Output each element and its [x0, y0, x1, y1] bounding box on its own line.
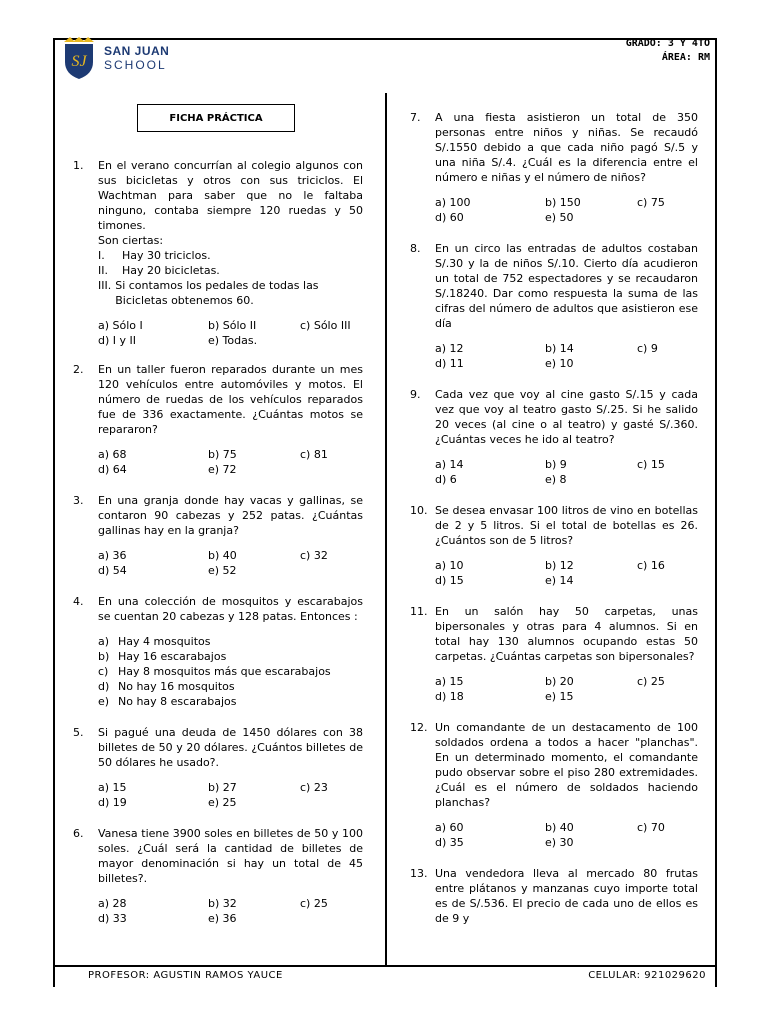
answer-option: e) 10: [545, 357, 574, 370]
option-text: Hay 8 mosquitos más que escarabajos: [118, 665, 331, 678]
question-text: Un comandante de un destacamento de 100 soldados ordena a todos a hacer "planchas". En un determinado momento, el comandante pudo observar sobre el piso 280 extremidades. ¿Cuál es el número de soldados haciendo planchas?: [435, 721, 698, 809]
question-item: [73, 493, 363, 578]
question-body: [98, 493, 363, 578]
option-letter: b): [98, 650, 110, 663]
question-text: A una fiesta asistieron un total de 350 personas entre niños y niñas. Se recaudó S/.1550 debido a que cada niño pagó S/.5 y una niña S/.4. ¿Cuál es la diferencia entre el número e niñas y el número de niños?: [435, 111, 698, 184]
question-number: 9.: [410, 388, 421, 401]
question-item: [410, 604, 698, 704]
option-letter: d): [98, 680, 110, 693]
answer-option: b) 9: [545, 458, 567, 471]
answer-option: d) 18: [435, 690, 464, 703]
option-text: Hay 16 escarabajos: [118, 650, 227, 663]
question-item: [73, 158, 363, 348]
phone-label: CELULAR: 921029620: [588, 970, 706, 981]
question-body: [435, 387, 698, 487]
answer-option: b) 14: [545, 342, 574, 355]
question-number: 1.: [73, 159, 84, 172]
answer-option: b) Sólo II: [208, 319, 257, 332]
question-body: [435, 503, 698, 588]
question-number: 7.: [410, 111, 421, 124]
option-letter: a): [98, 635, 110, 648]
question-body: [435, 866, 698, 926]
statement-number: II.: [98, 264, 108, 277]
answer-option: d) 11: [435, 357, 464, 370]
page-title: FICHA PRÁCTICA: [137, 104, 295, 132]
answer-option: d) 15: [435, 574, 464, 587]
question-intro: Son ciertas:: [98, 234, 164, 247]
question-number: 3.: [73, 494, 84, 507]
answer-option: a) 36: [98, 549, 127, 562]
question-number: 5.: [73, 726, 84, 739]
answer-option: c) 25: [300, 897, 328, 910]
answer-options: [98, 780, 363, 810]
answer-option: c) 9: [637, 342, 658, 355]
question-item: [410, 720, 698, 850]
answer-option: a) 15: [98, 781, 127, 794]
statement-list: [98, 248, 363, 308]
answer-option: b) 150: [545, 196, 581, 209]
answer-option: d) 33: [98, 912, 127, 925]
answer-option: c) 70: [637, 821, 665, 834]
question-number: 12.: [410, 721, 428, 734]
question-text: En una granja donde hay vacas y gallinas, se contaron 90 cabezas y 252 patas. ¿Cuántas gallinas hay en la granja?: [98, 494, 363, 537]
question-text: En un salón hay 50 carpetas, unas bipersonales y otras para 4 alumnos. Si en total hay 130 alumnos ocupando estas 50 carpetas. ¿Cuántas carpetas son bipersonales?: [435, 605, 698, 663]
statement-text: Si contamos los pedales de todas las Bicicletas obtenemos 60.: [115, 279, 319, 307]
question-item: [73, 826, 363, 926]
answer-option: e) 30: [545, 836, 574, 849]
question-item: [410, 866, 698, 926]
answer-option: [98, 649, 363, 664]
question-text: Vanesa tiene 3900 soles en billetes de 50 y 100 soles. ¿Cuál será la cantidad de billetes de mayor denominación si hay un total de 45 billetes?.: [98, 827, 363, 885]
question-number: 2.: [73, 363, 84, 376]
statement-item: [98, 263, 363, 278]
answer-options: [435, 341, 698, 371]
answer-option: a) 10: [435, 559, 464, 572]
answer-option: d) 54: [98, 564, 127, 577]
question-item: [73, 362, 363, 477]
question-number: 4.: [73, 595, 84, 608]
answer-option: c) 32: [300, 549, 328, 562]
answer-option: a) Sólo I: [98, 319, 143, 332]
question-text: En un taller fueron reparados durante un mes 120 vehículos entre automóviles y motos. El número de ruedas de los vehículos reparados fue de 336 exactamente. ¿Cuántas motos se repararon?: [98, 363, 363, 436]
statement-item: [98, 248, 363, 263]
answer-option: a) 12: [435, 342, 464, 355]
statement-number: I.: [98, 249, 105, 262]
answer-option: a) 100: [435, 196, 471, 209]
answer-option: c) 75: [637, 196, 665, 209]
answer-option: c) 16: [637, 559, 665, 572]
school-name: SAN JUAN: [104, 44, 170, 58]
answer-option: b) 40: [545, 821, 574, 834]
answer-option: b) 12: [545, 559, 574, 572]
answer-option: c) Sólo III: [300, 319, 351, 332]
question-body: [435, 604, 698, 704]
left-column: [73, 158, 363, 926]
answer-option: e) 36: [208, 912, 237, 925]
answer-options: [435, 457, 698, 487]
question-number: 11.: [410, 605, 428, 618]
option-letter: e): [98, 695, 110, 708]
question-item: [410, 387, 698, 487]
answer-options: [98, 896, 363, 926]
answer-option: d) 64: [98, 463, 127, 476]
question-text: Si pagué una deuda de 1450 dólares con 38 billetes de 50 y 20 dólares. ¿Cuántos billetes de 50 dólares he usado?.: [98, 726, 363, 769]
question-body: [98, 594, 363, 709]
answer-option: d) I y II: [98, 334, 137, 347]
question-text: En un circo las entradas de adultos costaban S/.30 y la de niños S/.10. Cierto día acudieron un total de 752 espectadores y se recaudaron S/.18240. Dar como respuesta la suma de las cifras del número de adultos que asistieron ese día: [435, 242, 698, 330]
answer-option: c) 15: [637, 458, 665, 471]
answer-option: a) 28: [98, 897, 127, 910]
question-number: 10.: [410, 504, 428, 517]
answer-option: b) 40: [208, 549, 237, 562]
answer-option: e) 25: [208, 796, 237, 809]
question-text: Una vendedora lleva al mercado 80 frutas entre plátanos y manzanas cuyo importe total es de S/.536. El precio de cada uno de ellos es de 9 y: [435, 867, 698, 925]
question-text: Cada vez que voy al cine gasto S/.15 y cada vez que voy al teatro gasto S/.25. Si he salido 20 veces (al cine o al teatro) y gasté S/.360. ¿Cuántas veces he ido al teatro?: [435, 388, 698, 446]
question-number: 6.: [73, 827, 84, 840]
area-label: ÁREA: RM: [661, 52, 710, 63]
answer-options: [98, 318, 363, 348]
option-text: No hay 8 escarabajos: [118, 695, 237, 708]
question-text: Se desea envasar 100 litros de vino en botellas de 2 y 5 litros. Si el total de botellas es 26. ¿Cuántos son de 5 litros?: [435, 504, 698, 547]
answer-options: [435, 195, 698, 225]
answer-options: [98, 447, 363, 477]
answer-options: [98, 634, 363, 709]
answer-options: [435, 674, 698, 704]
question-body: [98, 362, 363, 477]
answer-option: b) 20: [545, 675, 574, 688]
question-text: En una colección de mosquitos y escarabajos se cuentan 20 cabezas y 128 patas. Entonces :: [98, 595, 363, 623]
logo-letters: SJ: [71, 53, 87, 70]
right-column: [410, 110, 698, 926]
question-number: 8.: [410, 242, 421, 255]
answer-option: e) 72: [208, 463, 237, 476]
question-number: 13.: [410, 867, 428, 880]
answer-option: c) 25: [637, 675, 665, 688]
option-text: Hay 4 mosquitos: [118, 635, 211, 648]
answer-option: d) 6: [435, 473, 457, 486]
question-item: [410, 110, 698, 225]
shield-logo-icon: [62, 36, 96, 80]
answer-option: a) 60: [435, 821, 464, 834]
column-divider: [385, 93, 387, 965]
answer-option: [98, 679, 363, 694]
answer-option: a) 15: [435, 675, 464, 688]
answer-option: d) 60: [435, 211, 464, 224]
option-text: No hay 16 mosquitos: [118, 680, 235, 693]
teacher-label: PROFESOR: AGUSTIN RAMOS YAUCE: [88, 970, 283, 981]
question-body: [98, 725, 363, 810]
question-item: [410, 241, 698, 371]
answer-option: a) 68: [98, 448, 127, 461]
answer-option: e) Todas.: [208, 334, 258, 347]
statement-item: [98, 278, 363, 308]
question-item: [410, 503, 698, 588]
answer-option: e) 50: [545, 211, 574, 224]
answer-option: b) 27: [208, 781, 237, 794]
answer-option: e) 14: [545, 574, 574, 587]
option-letter: c): [98, 665, 109, 678]
answer-option: a) 14: [435, 458, 464, 471]
school-logo: [60, 34, 172, 82]
answer-option: e) 15: [545, 690, 574, 703]
question-body: [98, 826, 363, 926]
answer-options: [98, 548, 363, 578]
footer-rule: [53, 965, 717, 967]
answer-option: e) 52: [208, 564, 237, 577]
answer-option: c) 23: [300, 781, 328, 794]
question-body: [435, 720, 698, 850]
answer-options: [435, 820, 698, 850]
statement-text: Hay 30 triciclos.: [122, 249, 211, 262]
question-item: [73, 594, 363, 709]
answer-option: b) 32: [208, 897, 237, 910]
answer-option: [98, 634, 363, 649]
question-body: [98, 158, 363, 348]
answer-option: d) 19: [98, 796, 127, 809]
question-item: [73, 725, 363, 810]
answer-option: [98, 664, 363, 679]
question-body: [435, 110, 698, 225]
question-body: [435, 241, 698, 371]
answer-option: d) 35: [435, 836, 464, 849]
answer-option: [98, 694, 363, 709]
answer-options: [435, 558, 698, 588]
school-subtitle: SCHOOL: [104, 58, 167, 72]
statement-number: III.: [98, 279, 112, 292]
grade-label: GRADO: 3 Y 4TO: [625, 38, 710, 49]
answer-option: e) 8: [545, 473, 567, 486]
statement-text: Hay 20 bicicletas.: [122, 264, 220, 277]
answer-option: b) 75: [208, 448, 237, 461]
answer-option: c) 81: [300, 448, 328, 461]
question-text: En el verano concurrían al colegio algunos con sus bicicletas y otros con sus triciclos. El Wachtman para saber que no le faltaba ninguno, contaba siempre 120 ruedas y 50 timones.: [98, 159, 363, 232]
